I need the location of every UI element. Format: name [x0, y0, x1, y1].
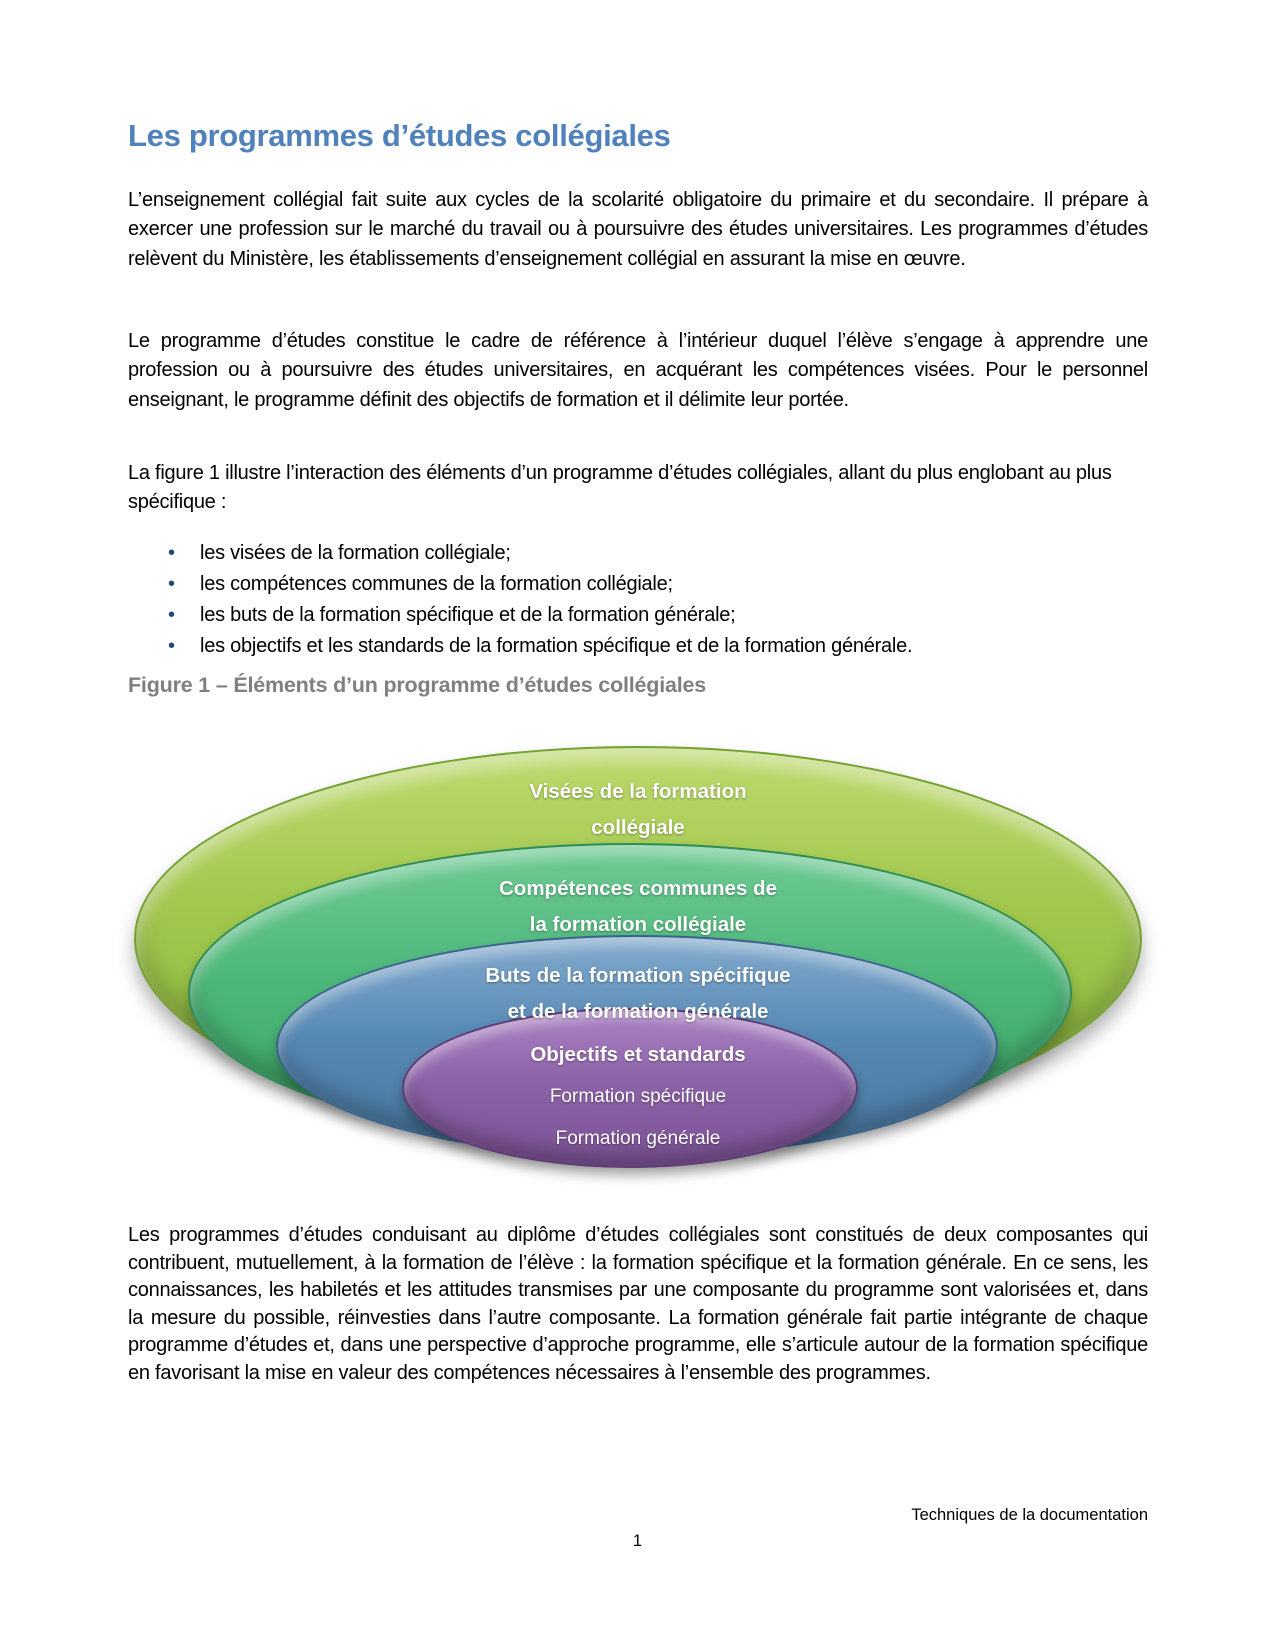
label-objectifs-standards	[136, 1040, 1140, 1154]
list-item: • les buts de la formation spécifique et de la formation générale;	[128, 600, 1148, 631]
label-line: Buts de la formation spécifique	[485, 964, 791, 987]
paragraph-intro: L’enseignement collégial fait suite aux cycles de la scolarité obligatoire du primaire et du secondaire. Il prépare à exercer une profession sur le marché du travail ou à poursuivre des études universitaires. Les programmes d’études relèvent du Ministère, les établissements d’enseignement collégial en assurant la mise en œuvre.	[128, 189, 1148, 270]
page-number: 1	[632, 1532, 643, 1550]
label-formation-generale: Formation générale	[555, 1128, 721, 1149]
label-line: Compétences communes de	[499, 877, 777, 900]
elements-bullet-list	[128, 538, 1148, 662]
page-title: Les programmes d’études collégiales	[128, 118, 671, 153]
list-item: • les objectifs et les standards de la formation spécifique et de la formation générale.	[128, 631, 1148, 662]
label-buts-formation	[136, 958, 1140, 1030]
label-title: Objectifs et standards	[530, 1043, 746, 1066]
list-item: • les visées de la formation collégiale;	[128, 538, 1148, 569]
label-line: Visées de la formation	[529, 780, 747, 803]
label-line: collégiale	[591, 816, 685, 839]
footer-program-name: Techniques de la documentation	[911, 1506, 1148, 1524]
paragraph-figure-intro: La figure 1 illustre l’interaction des éléments d’un programme d’études collégiales, allant du plus englobant au plus spécifique :	[128, 462, 1112, 514]
label-line: la formation collégiale	[529, 913, 747, 936]
label-competences-communes	[136, 871, 1140, 943]
paragraph-composantes: Les programmes d’études conduisant au diplôme d’études collégiales sont constitués de deux composantes qui contribuent, mutuellement, à la formation de l’élève : la formation spécifique et la formation générale. En ce sens, les connaissances, les habiletés et les attitudes transmises par une composante du programme sont valorisées et, dans la mesure du possible, réinvesties dans l’autre composante. La formation générale fait partie intégrante de chaque programme d’études et, dans une perspective d’approche programme, elle s’articule autour de la formation spécifique en favorisant la mise en valeur des compétences nécessaires à l’ensemble des programmes.	[128, 1224, 1148, 1384]
figure-caption: Figure 1 – Éléments d’un programme d’études collégiales	[128, 673, 707, 697]
figure-nested-ellipses-diagram	[128, 740, 1148, 1180]
label-line: et de la formation générale	[507, 1000, 769, 1023]
paragraph-programme-cadre: Le programme d’études constitue le cadre de référence à l’intérieur duquel l’élève s’engage à apprendre une profession ou à poursuivre des études universitaires, en acquérant les compétences visées. Pour le personnel enseignant, le programme définit des objectifs de formation et il délimite leur portée.	[128, 330, 1148, 411]
label-formation-specifique: Formation spécifique	[549, 1086, 727, 1107]
list-item: • les compétences communes de la formation collégiale;	[128, 569, 1148, 600]
label-visees-formation-collegiale	[136, 774, 1140, 846]
